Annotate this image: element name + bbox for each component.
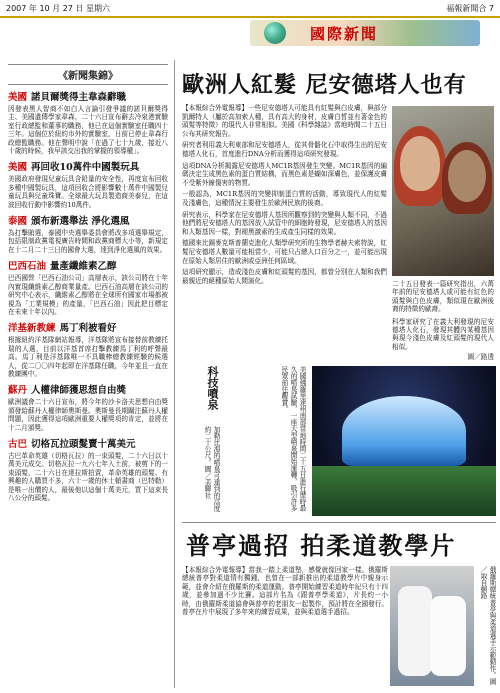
brief-item — [8, 89, 168, 155]
brief-body: 因發表黑人智商不如白人言論引發爭議的諾貝爾獎得主、美國遺傳學家韋森，二十六日宣布辭去冷泉港實驗室行政總監和董事的職務，他已在這個實驗室任職四十三年。這個位於紐約市外的實驗室，日前已停止韋森行政總監職務。他在聲明中說「在過了七十九歲、接近八十歲的時候，我早該交出我的掌握的領導權」。 — [8, 105, 168, 156]
news-briefs-column — [8, 64, 168, 686]
second-article-body — [182, 566, 388, 616]
article-paragraph: 研究表示，科學家在尼安德塔人基因所觀察到的突變與人類不同，不過他們將尼安德塔人的基因放入試管中的細胞時發現，尼安德塔人的基因和人類基因一樣，對褪黑激素的生成產生同樣的效果。 — [182, 210, 387, 236]
photo-caption — [392, 280, 494, 362]
brief-body: 美國政府發現兒童玩具含鉛量的安全性，再度宣布回收多種中國製玩具，這項回收合將影響數十萬件中國製兒童玩具與兒童珠寶。全球最大玩具製造商美泰兒，在這波回收行動中影響約10萬件。 — [8, 175, 168, 209]
brief-body: 為打擊賄選，泰國中央選舉委員會將改多項選舉規定，包括限制政黨電視廣告時間和政黨商標大小等，新規定在十二月二十三日的國會大選，達到淨化選風的效果。 — [8, 229, 168, 254]
fountain-photo — [312, 366, 496, 516]
header-rule — [0, 16, 500, 18]
briefs-header: 《新聞集錦》 — [8, 64, 168, 85]
brief-title: 量產纖維素乙醇 — [50, 261, 117, 273]
article-paragraph: 一般認為，MC1R基因的突變抑制蛋白質的活動，導致現代人的紅髮及淺膚色，這種情況主要發生於歐洲民族的後裔。 — [182, 190, 387, 207]
brief-item — [8, 159, 168, 209]
brief-region: 美國 — [8, 92, 28, 103]
science-label: 科技噴泉 — [206, 366, 219, 410]
brief-item — [8, 382, 168, 432]
issue-date: 2007 年 10 月 27 日 星期六 — [6, 4, 110, 13]
brief-title: 馬丁利被看好 — [59, 323, 117, 335]
second-headline: 普亭過招 拍柔道教學片 — [186, 531, 457, 560]
brief-body: 根據紐約洋基隊網站報導，洋基隊將宣布接替前教練托瑞的人選，目前以洋基首席打擊教練馬丁利的呼聲最高。馬丁利是洋基隊唯一不具職棒總教練經驗的候選人，從二〇〇四年起即在洋基隊任職，今年並且一直在教練團中。 — [8, 336, 168, 378]
brief-item — [8, 436, 168, 502]
brief-body: 歐洲議會二十六日宣布，將今年的沙卡洛夫思想自由獎頒發給蘇丹人權律師奧斯曼。奧斯曼長期關注蘇丹人權問題，因此獲得這項歐洲重要人權獎項的肯定，並將在十二月頒獎。 — [8, 398, 168, 432]
brief-body: 巴西國營「巴西石油公司」高層表示，該公司將在十年內實現纖維素乙醇商業量產。巴西石油高層在該公司的研究中心表示，纖維素乙醇將在全球所有國家市場都被視為「工業規模」的產量，「巴西石油」因此把目標定在未來十年以內。 — [8, 274, 168, 316]
brief-title: 頒布新選舉法 淨化選風 — [31, 216, 130, 228]
brief-item — [8, 320, 168, 378]
section-title: 國際新聞 — [310, 25, 379, 43]
brief-region: 泰國 — [8, 216, 28, 228]
article-paragraph: 【本報綜合外電報導】當我一踏上柔道墊，感覺就像回家一樣。俄羅斯總統普亭對柔道情有獨鍾，也曾在一部新推出的柔道教學片中親身示範，並會介紹在俄羅斯的柔道運動。普亭開始練習柔道時年紀只有十四歲，並參加過不少比賽。這部片名為《跟普亭學柔道》，片長約一小時，由俄羅斯柔道協會與普亭的老朋友一起製作，預計將在全國發行。普亭在片中展現了多年來的練習成果，並與柔道選手過招。 — [182, 566, 388, 617]
brief-item — [8, 258, 168, 316]
science-fountain-box — [182, 366, 496, 518]
brief-title: 人權律師獲思想自由獎 — [31, 385, 127, 397]
article-paragraph: 這項研究顯示，造成淺色皮膚和紅頭髮的基因，都曾分別在人類和我們最親近的絕種原始人間演化。 — [182, 268, 387, 285]
brief-title: 切格瓦拉頭髮賣十萬美元 — [31, 438, 136, 450]
judo-caption: 俄羅斯總統普亭與柔道選手示範動作。圖／取自網路 — [479, 566, 496, 685]
page-top-bar — [0, 0, 500, 22]
judo-photo — [390, 566, 474, 686]
science-caption: 美國佛羅里達州南部當地時間二十五日進行歷時最久的噴泉試驗，一座大型噴泉開始運轉，吸引許多民眾前往觀賞。 — [280, 366, 306, 512]
brief-region: 美國 — [8, 162, 28, 174]
article-paragraph: 這項DNA分析揭露尼安德塔人MC1R基因發生突變。MC1R基因的編碼決定生成黑色素的蛋白質結構，而黑色素是蝴如深膚色，並保護皮膚不受紫外線傷害的物質。 — [182, 161, 387, 187]
article-paragraph: 德國來比錫麥克斯普蘭克進化人類學研究所的生物學者赫夫索特說，紅髮尼安德塔人數量可能相當少，可能只占總人口百分之一，並可能出現在原始人類居住的歐洲或亞洲任何區域。 — [182, 239, 387, 265]
section-banner — [250, 20, 480, 46]
brief-title: 再回收10萬件中國製玩具 — [31, 162, 140, 174]
publication-name: 福報新聞合 7 — [446, 4, 494, 13]
brief-region: 古巴 — [8, 438, 28, 450]
brief-title: 諾貝爾獎得主韋森辭職 — [31, 92, 127, 103]
brief-item — [8, 213, 168, 254]
brief-region: 巴西石油 — [8, 261, 47, 273]
caption-text-2: 科學家研究了在義大利發現的尼安德塔人化石，發現其體內某種基因與現今淺色皮膚及紅頭髮的現代人相似。 — [392, 317, 494, 351]
brief-region: 蘇丹 — [8, 385, 28, 397]
main-headline: 歐洲人紅髮 尼安德塔人也有 — [182, 72, 467, 98]
section-divider — [182, 522, 496, 523]
globe-icon — [264, 22, 286, 44]
caption-text: 二十五日發表一篇研究指出，六萬年前的尼安德塔人或可能有紅色的頭髮與白色皮膚，類似現在歐洲後裔的特徵的歐裔。 — [392, 280, 494, 314]
brief-body: 古巴革命英雄（切格瓦拉）的一束頭髮，二十六日以十萬美元成交。切格瓦拉一九六七年入土前，被剪下的一束頭髮，二十六日在達拉斯拍賣，革命英雄的頭髮、有興趣的人購買不多，六十一歲的休士頓書商（巴特勒）是唯一出價的人，最後他以這個十萬美元，買下這束長八公分的頭髮。 — [8, 451, 168, 502]
main-article-body — [182, 104, 387, 288]
photo-credit: 圖／路透 — [467, 353, 494, 362]
science-caption-2: 加勒比海的噴泉可達到的高度約二十公尺。圖／美聯社 — [203, 426, 220, 512]
article-paragraph: 研究者利用義大利東部和尼安德塔人，從其骨骼化石中取得生出的尼安德塔人化石，首度進行DNA分析而獲得這項研究發現。 — [182, 141, 387, 158]
article-paragraph: 【本報綜合外電報導】一些尼安德塔人可能具有紅髮與白皮膚，與部分凱爾特人（屬於高加索人種，具有高大的身材，皮膚白皙並有著金色的頭髮等特徵）的現代人非常相似。美國《科學雜誌》當地時間二十五日公布其研究報告。 — [182, 104, 387, 138]
red-hair-photo — [392, 106, 494, 276]
brief-region: 洋基新教練 — [8, 323, 56, 335]
column-divider — [174, 60, 175, 688]
